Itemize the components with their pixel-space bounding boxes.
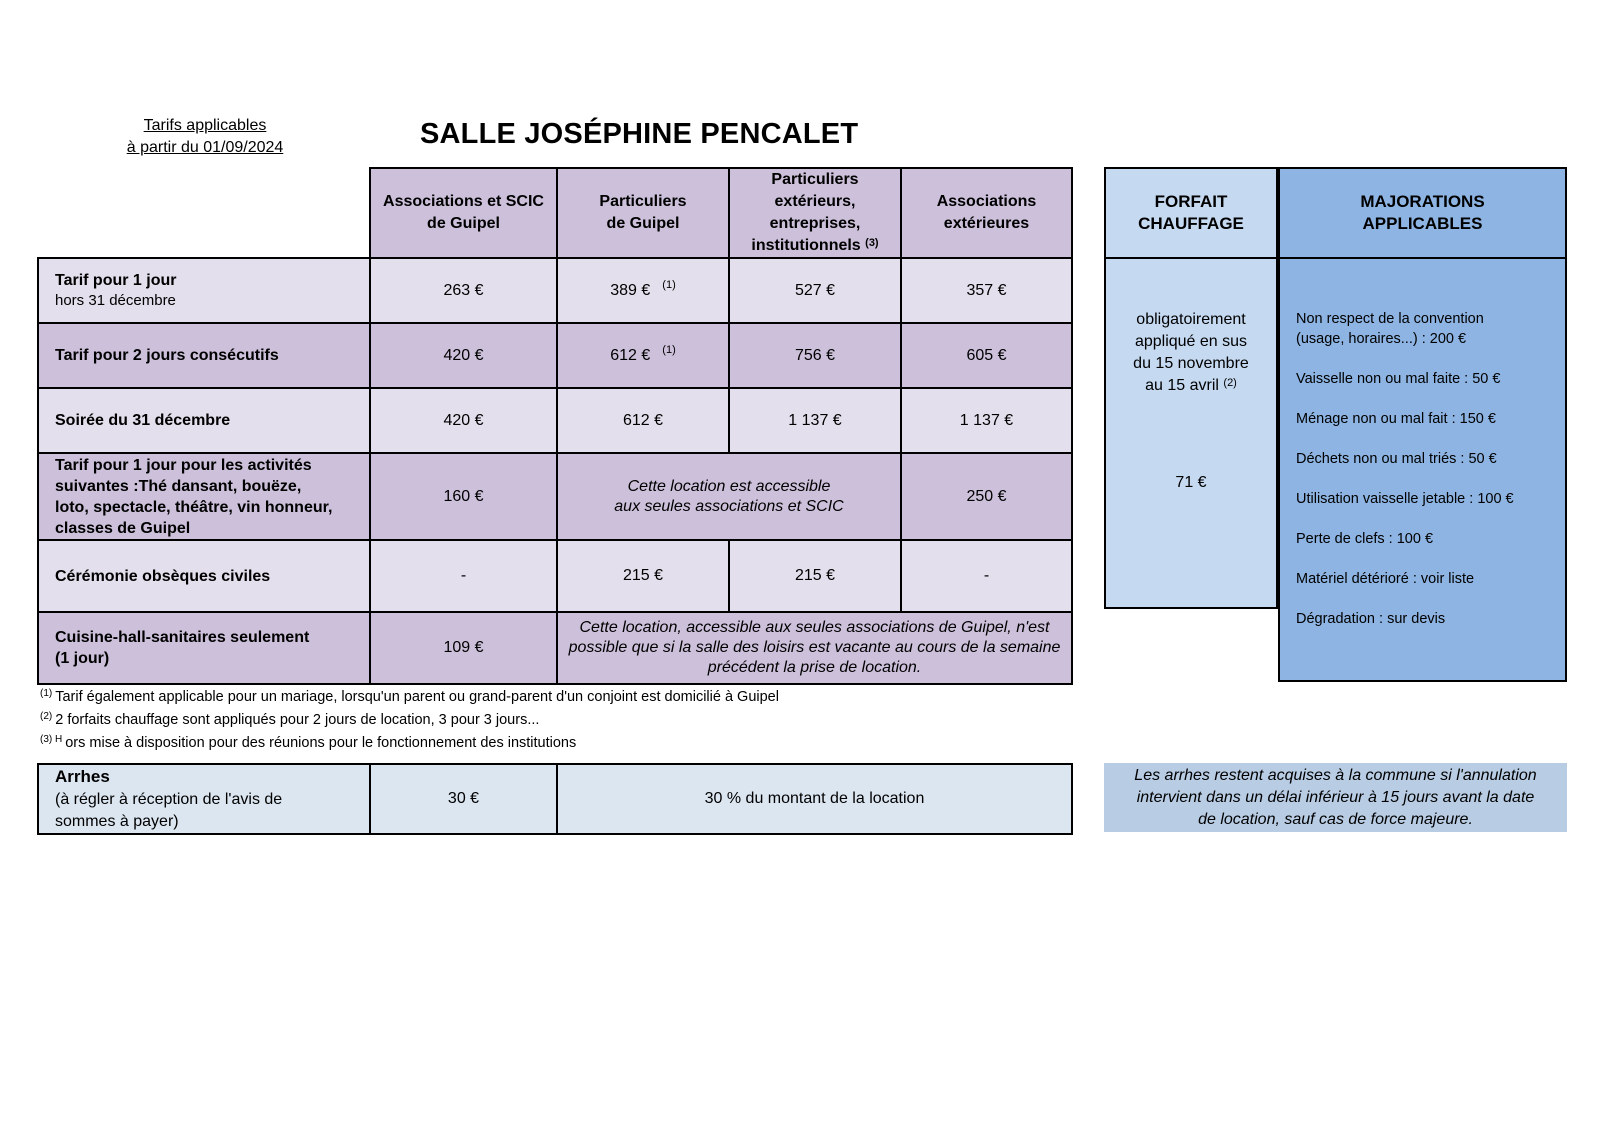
list-item: Déchets non ou mal triés : 50 € [1296, 451, 1497, 467]
table-cell: 420 € [370, 388, 557, 453]
restriction-note: Cette location, accessible aux seules associations de Guipel, n'est possible que si la salle des loisirs est vacante au cours de la semaine précédent la prise de location. [557, 612, 1072, 684]
list-item: Matériel détérioré : voir liste [1296, 571, 1475, 587]
table-row [38, 323, 1072, 388]
forfait-chauffage-panel [1104, 167, 1278, 609]
table-cell: 215 € [729, 540, 901, 612]
footnote-2: $^{(2)}$ 2 forfaits chauffage sont appliqués pour 2 jours de location, 3 pour 3 jours... [40, 711, 540, 728]
validity-line-2: à partir du 01/09/2024 [126, 139, 284, 156]
table-cell: 160 € [370, 453, 557, 540]
header-corner [38, 168, 370, 258]
row-label: Tarif pour 1 jour hors 31 décembre [38, 258, 370, 323]
table-cell: - [370, 540, 557, 612]
footnote-ref-3: (3) [865, 237, 879, 249]
list-item: Vaisselle non ou mal faite : 50 € [1296, 371, 1501, 387]
table-cell: 756 € [729, 323, 901, 388]
row-label: Cérémonie obsèques civiles [38, 540, 370, 612]
arrhes-amount: 30 € [370, 764, 557, 834]
table-cell: 263 € [370, 258, 557, 323]
col-header-particuliers-exterieurs: Particuliers extérieurs, entreprises, institutionnels $^{(3)}$ [729, 168, 901, 258]
arrhes-label: Arrhes (à régler à réception de l'avis de sommes à payer) [38, 764, 370, 834]
list-item: Utilisation vaisselle jetable : 100 € [1296, 491, 1514, 507]
majorations-header: MAJORATIONS APPLICABLES [1280, 169, 1565, 259]
footnotes [40, 686, 779, 755]
table-row [38, 612, 1072, 684]
table-cell: 612 € [557, 388, 729, 453]
row-label: Soirée du 31 décembre [38, 388, 370, 453]
footnote-3: $^{(3) H}$ ors mise à disposition pour des réunions pour le fonctionnement des institutions [40, 734, 577, 751]
tariff-table [37, 167, 1073, 685]
table-cell: 389 € $^{(1)}$ [557, 258, 729, 323]
table-row [38, 453, 1072, 540]
forfait-chauffage-header: FORFAIT CHAUFFAGE [1106, 169, 1276, 259]
restriction-note: Cette location est accessible aux seules associations et SCIC [557, 453, 901, 540]
validity-date [110, 115, 300, 159]
majorations-list [1296, 309, 1564, 649]
table-cell: 527 € [729, 258, 901, 323]
table-cell: 1 137 € [729, 388, 901, 453]
footnote-1: $^{(1)}$ Tarif également applicable pour un mariage, lorsqu'un parent ou grand-parent d'un conjoint est domicilié à Guipel [40, 688, 779, 705]
col-header-associations-guipel: Associations et SCIC de Guipel [370, 168, 557, 258]
col-header-associations-exterieures: Associations extérieures [901, 168, 1072, 258]
arrhes-cancellation-note: Les arrhes restent acquises à la commune si l'annulation intervient dans un délai inférieur à 15 jours avant la date de location, sauf cas de force majeure. [1104, 763, 1567, 832]
row-label: Tarif pour 2 jours consécutifs [38, 323, 370, 388]
table-cell: 612 € $^{(1)}$ [557, 323, 729, 388]
list-item: Dégradation : sur devis [1296, 611, 1446, 627]
table-cell: 605 € [901, 323, 1072, 388]
table-cell: 357 € [901, 258, 1072, 323]
table-row [38, 388, 1072, 453]
row-label: Tarif pour 1 jour pour les activités suivantes :Thé dansant, bouëze, loto, spectacle, théâtre, vin honneur, classes de Guipel [38, 453, 370, 540]
list-item: Non respect de la convention (usage, horaires...) : 200 € [1296, 311, 1484, 347]
table-cell: 420 € [370, 323, 557, 388]
table-cell: 215 € [557, 540, 729, 612]
table-cell: 250 € [901, 453, 1072, 540]
list-item: Perte de clefs : 100 € [1296, 531, 1434, 547]
page-title: SALLE JOSÉPHINE PENCALET [420, 118, 859, 150]
footnote-ref-2: (2) [1223, 377, 1237, 389]
arrhes-row [38, 764, 1072, 834]
table-header-row [38, 168, 1072, 258]
arrhes-table [37, 763, 1073, 835]
table-row [38, 540, 1072, 612]
row-label: Cuisine-hall-sanitaires seulement (1 jour) [38, 612, 370, 684]
table-cell: 109 € [370, 612, 557, 684]
list-item: Ménage non ou mal fait : 150 € [1296, 411, 1496, 427]
table-cell: 1 137 € [901, 388, 1072, 453]
col-header-particuliers-guipel: Particuliers de Guipel [557, 168, 729, 258]
arrhes-percent: 30 % du montant de la location [557, 764, 1072, 834]
majorations-panel [1278, 167, 1567, 682]
table-row [38, 258, 1072, 323]
forfait-chauffage-price: 71 € [1175, 474, 1207, 491]
table-cell: - [901, 540, 1072, 612]
validity-line-1: Tarifs applicables [143, 117, 267, 134]
forfait-chauffage-conditions: obligatoirement appliqué en sus du 15 novembre au 15 avril $^{(2)}$ [1133, 311, 1249, 394]
